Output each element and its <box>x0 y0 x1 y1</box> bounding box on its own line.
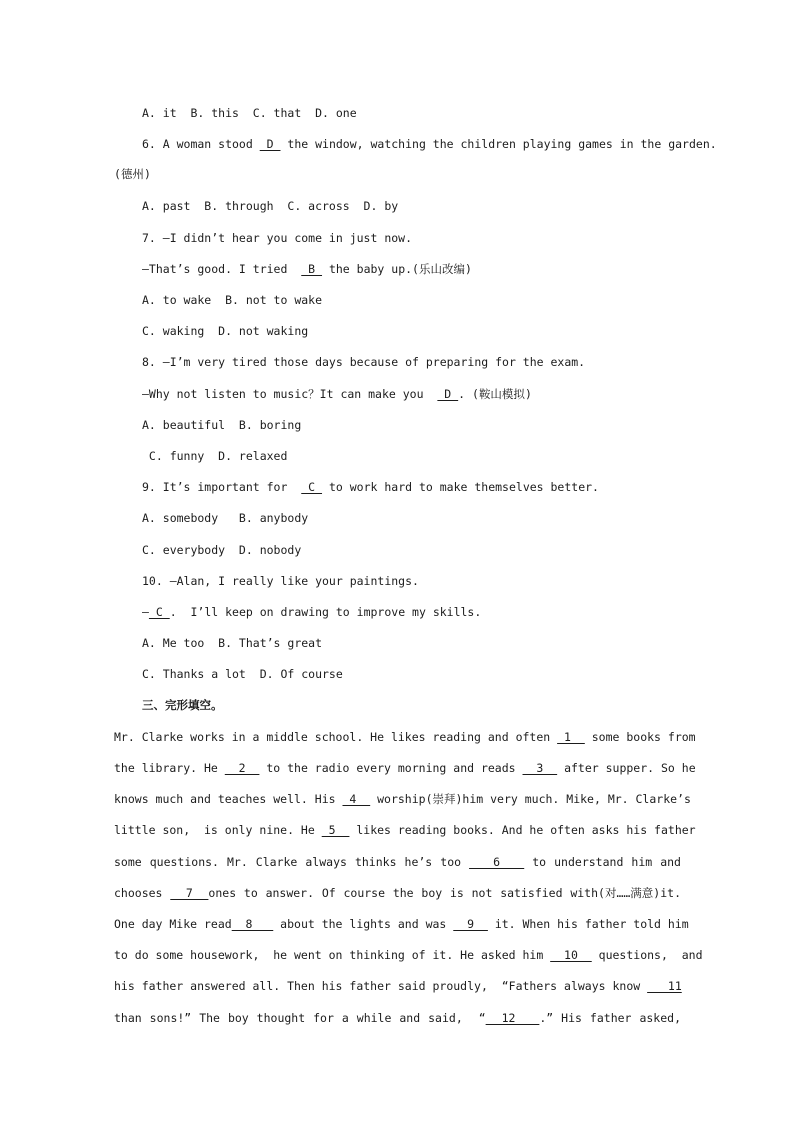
line-text: some questions. Mr. Clarke always thinks he’s too <box>114 855 470 869</box>
answer-blank: 11 <box>647 979 682 993</box>
line-text: it. When his father told him <box>487 917 689 931</box>
text-line <box>114 760 696 776</box>
text-line <box>114 729 696 745</box>
text-line <box>142 635 322 651</box>
text-line <box>114 166 151 182</box>
text-line <box>142 292 322 308</box>
line-text: the window, watching the children playing games in the garden. <box>280 137 717 151</box>
line-text: the library. He <box>114 761 225 775</box>
line-text: little son, is only nine. He <box>114 823 322 837</box>
line-text: than sons!” The boy thought for a while and said, “ <box>114 1011 486 1025</box>
line-text: knows much and teaches well. His <box>114 792 343 806</box>
line-text: A. it B. this C. that D. one <box>142 106 357 120</box>
text-line <box>114 916 689 932</box>
text-line <box>142 354 585 370</box>
line-text: 10. —Alan, I really like your paintings. <box>142 574 419 588</box>
text-line <box>114 854 681 870</box>
answer-blank: 5 <box>321 823 350 837</box>
text-line <box>142 479 599 495</box>
text-line <box>114 947 703 963</box>
answer-blank: 10 <box>550 948 592 962</box>
line-text: some books from <box>584 730 696 744</box>
text-line <box>142 386 532 402</box>
line-text: (德州) <box>114 167 151 181</box>
line-text: A. somebody B. anybody <box>142 511 309 525</box>
line-text: —That’s good. I tried <box>142 262 302 276</box>
line-text: 9. It’s important for <box>142 480 302 494</box>
line-text: 7. —I didn’t hear you come in just now. <box>142 231 413 245</box>
text-line <box>142 323 308 339</box>
line-text: 8. —I’m very tired those days because of preparing for the exam. <box>142 355 586 369</box>
answer-blank: 12 <box>485 1011 540 1025</box>
text-line <box>142 448 287 464</box>
line-text: 6. A woman stood <box>142 137 260 151</box>
answer-blank: 6 <box>469 855 525 869</box>
text-line <box>142 198 398 214</box>
line-text: A. Me too B. That’s great <box>142 636 323 650</box>
text-line <box>142 697 223 713</box>
line-text: C. Thanks a lot D. Of course <box>142 667 343 681</box>
line-text: .” His father asked, <box>539 1011 681 1025</box>
line-text: chooses <box>114 886 171 900</box>
line-text: worship(崇拜)him very much. Mike, Mr. Clarke’s <box>370 792 691 806</box>
line-text: C. waking D. not waking <box>142 324 309 338</box>
answer-blank: 8 <box>231 917 274 931</box>
answer-blank: 1 <box>557 730 585 744</box>
line-text: A. beautiful B. boring <box>142 418 302 432</box>
text-line <box>142 230 412 246</box>
line-text: . I’ll keep on drawing to improve my skills. <box>169 605 482 619</box>
text-line <box>114 978 682 994</box>
line-text: to work hard to make themselves better. <box>322 480 599 494</box>
line-text: — <box>142 605 149 619</box>
answer-blank: 7 <box>170 886 209 900</box>
line-text: Mr. Clarke works in a middle school. He likes reading and often <box>114 730 558 744</box>
line-text: C. funny D. relaxed <box>142 449 288 463</box>
text-line <box>142 666 343 682</box>
line-text: 三、完形填空。 <box>142 698 223 712</box>
text-line <box>142 261 472 277</box>
answer-blank: 4 <box>342 792 371 806</box>
line-text: C. everybody D. nobody <box>142 543 302 557</box>
text-line <box>142 573 419 589</box>
line-text: likes reading books. And he often asks his father <box>349 823 696 837</box>
text-line <box>142 417 301 433</box>
answer-blank: 3 <box>522 761 558 775</box>
answer-blank: B <box>301 262 323 276</box>
line-text: to the radio every morning and reads <box>259 761 523 775</box>
answer-blank: C <box>148 605 170 619</box>
line-text: his father answered all. Then his father said proudly, “Fathers always know <box>114 979 648 993</box>
line-text: the baby up.(乐山改编) <box>322 262 472 276</box>
line-text: about the lights and was <box>273 917 454 931</box>
text-line <box>142 105 357 121</box>
text-line <box>114 791 691 807</box>
text-line <box>142 604 481 620</box>
line-text: to understand him and <box>524 855 681 869</box>
line-text: questions, and <box>591 948 703 962</box>
line-text: . (鞍山模拟) <box>458 387 532 401</box>
line-text: —Why not listen to music？It can make you <box>142 387 438 401</box>
text-line <box>114 885 681 901</box>
line-text: after supper. So he <box>557 761 696 775</box>
answer-blank: C <box>301 480 323 494</box>
line-text: A. to wake B. not to wake <box>142 293 323 307</box>
text-line <box>142 510 308 526</box>
line-text: One day Mike read <box>114 917 232 931</box>
answer-blank: 2 <box>224 761 260 775</box>
text-line <box>142 136 717 152</box>
text-line <box>114 822 696 838</box>
line-text: ones to answer. Of course the boy is not satisfied with(对……满意)it. <box>208 886 681 900</box>
answer-blank: 9 <box>453 917 488 931</box>
line-text: to do some housework, he went on thinking of it. He asked him <box>114 948 551 962</box>
text-line <box>114 1010 681 1026</box>
line-text: A. past B. through C. across D. by <box>142 199 399 213</box>
answer-blank: D <box>259 137 281 151</box>
answer-blank: D <box>437 387 459 401</box>
text-line <box>142 542 301 558</box>
